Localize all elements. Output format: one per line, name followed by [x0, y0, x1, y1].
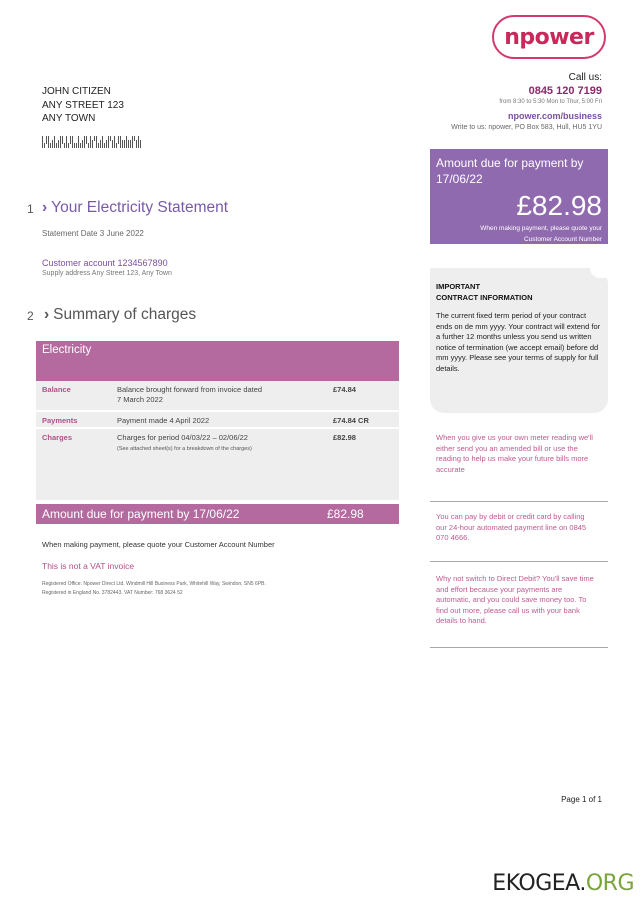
barcode-bar [74, 143, 75, 148]
barcode-bar [54, 136, 55, 148]
card-payment-note: You can pay by debit or credit card by calling our 24-hour automated payment line on 0845 070 4666. [436, 512, 587, 542]
amount-due-note [436, 223, 602, 245]
recipient-street: ANY STREET 123 [42, 99, 124, 111]
barcode-bar [100, 140, 101, 148]
barcode-bar [72, 136, 73, 148]
barcode-bar [102, 136, 103, 148]
statement-title-text: Your Electricity Statement [51, 199, 229, 216]
barcode-bar [46, 136, 47, 144]
divider [430, 501, 608, 502]
important-title [436, 281, 602, 303]
amount-due-note-line1: When making payment, please quote your [480, 225, 602, 232]
important-body: The current fixed term period of your contract ends on de mm yyyy. Your contract will extend for a further 12 months unless you send us written notice of termination (we accept email) before dd mm yyyy. Please see your terms of supply for full details. [436, 311, 601, 373]
chevron-right-icon: › [44, 306, 50, 323]
table-total-bar [36, 504, 399, 524]
row-amount: £74.84 [333, 385, 356, 394]
important-title-line2: CONTRACT INFORMATION [436, 293, 533, 302]
npower-logo [492, 15, 606, 59]
barcode-bar [96, 136, 97, 148]
divider [430, 561, 608, 562]
section-number-2: 2 [27, 309, 34, 323]
watermark-main: EKOGEA. [492, 871, 586, 896]
section-title-summary [44, 306, 196, 324]
important-contract-box [430, 268, 608, 413]
registered-line2: Registered in England No. 3782443. VAT Number: 768 3624 52 [42, 590, 183, 596]
table-row [36, 381, 399, 410]
barcode-bar [118, 136, 119, 144]
barcode-bar [110, 136, 111, 141]
watermark-accent: ORG [585, 871, 634, 896]
barcode-bar [132, 136, 133, 148]
barcode-bar [62, 136, 63, 144]
barcode-bar [122, 140, 123, 148]
charges-table [36, 341, 399, 524]
row-label: Charges [42, 433, 73, 442]
barcode-bar [52, 140, 53, 148]
barcode-bar [50, 143, 51, 148]
summary-title-text: Summary of charges [53, 306, 197, 323]
recipient-address [42, 85, 124, 126]
total-amount: £82.98 [327, 507, 364, 521]
logo-text: npower [504, 24, 594, 50]
recipient-name: JOHN CITIZEN [42, 86, 111, 97]
supply-address: Supply address Any Street 123, Any Town [42, 270, 172, 277]
page-number: Page 1 of 1 [561, 795, 602, 804]
barcode-bar [42, 136, 43, 148]
postal-barcode [42, 136, 141, 148]
section-title-statement [42, 199, 228, 217]
statement-date: Statement Date 3 June 2022 [42, 229, 144, 238]
barcode-bar [70, 136, 71, 144]
registered-line1: Registered Office: Npower Direct Ltd. Windmill Hill Business Park, Whitehill Way, Swindon, SN5 6PB. [42, 581, 266, 587]
registered-office [42, 580, 266, 598]
barcode-bar [76, 143, 77, 148]
row-description [111, 429, 327, 500]
meter-reading-note: When you give us your own meter reading we'll either send you an amended bill or use the reading to help us make your future bills more accurate [436, 433, 593, 474]
amount-due-note-line2: Customer Account Number [523, 236, 602, 243]
barcode-bar [56, 143, 57, 148]
important-title-line1: IMPORTANT [436, 282, 481, 291]
call-us-label: Call us: [568, 72, 602, 83]
total-label: Amount due for payment by 17/06/22 [42, 507, 240, 521]
barcode-bar [88, 143, 89, 148]
table-row [36, 427, 399, 500]
barcode-bar [82, 140, 83, 148]
payment-instruction: When making payment, please quote your Customer Account Number [42, 540, 275, 549]
barcode-bar [104, 143, 105, 148]
barcode-bar [44, 143, 45, 148]
phone-number[interactable]: 0845 120 7199 [528, 85, 602, 97]
barcode-bar [80, 143, 81, 148]
row-description-line1: Charges for period 04/03/22 – 02/06/22 [117, 433, 248, 442]
barcode-bar [108, 136, 109, 148]
barcode-bar [94, 136, 95, 141]
website-link[interactable]: npower.com/business [507, 111, 602, 121]
customer-account: Customer account 1234567890 [42, 258, 168, 268]
barcode-bar [106, 140, 107, 148]
barcode-bar [112, 140, 113, 148]
vat-notice: This is not a VAT invoice [42, 561, 135, 571]
barcode-bar [66, 136, 67, 148]
row-description-line2: 7 March 2022 [117, 395, 163, 404]
barcode-bar [130, 140, 131, 148]
barcode-bar [68, 143, 69, 148]
barcode-bar [138, 136, 139, 148]
chevron-right-icon: › [42, 199, 48, 216]
table-header: Electricity [36, 341, 399, 381]
recipient-town: ANY TOWN [42, 113, 96, 124]
row-description-line1: Balance brought forward from invoice dated [117, 385, 263, 394]
divider [430, 647, 608, 648]
section-number-1: 1 [27, 202, 34, 216]
barcode-bar [116, 143, 117, 148]
barcode-bar [140, 140, 141, 148]
barcode-bar [128, 140, 129, 148]
amount-due-value: £82.98 [516, 190, 602, 221]
barcode-bar [48, 136, 49, 148]
row-amount: £82.98 [333, 433, 356, 442]
barcode-bar [64, 143, 65, 148]
opening-hours: from 8:30 to 5:30 Mon to Thur, 5:00 Fri [499, 99, 602, 105]
barcode-bar [136, 140, 137, 148]
barcode-bar [78, 136, 79, 148]
contact-block [451, 72, 602, 131]
direct-debit-note: Why not switch to Direct Debit? You'll save time and effort because your payments are automatic, and you could save money too. To find out more, please call us with your bank details to hand. [436, 574, 594, 625]
row-label: Balance [42, 385, 71, 394]
barcode-bar [92, 140, 93, 148]
barcode-bar [84, 136, 85, 148]
barcode-bar [124, 140, 125, 148]
barcode-bar [58, 140, 59, 148]
barcode-bar [86, 136, 87, 144]
amount-due-box [430, 149, 608, 244]
row-amount: £74.84 CR [333, 416, 369, 425]
watermark [492, 871, 634, 896]
row-subnote: (See attached sheet(s) for a breakdown of the charges) [117, 446, 252, 452]
barcode-bar [126, 136, 127, 148]
barcode-bar [98, 143, 99, 148]
postal-address: Write to us: npower, PO Box 583, Hull, HU5 1YU [451, 124, 602, 131]
barcode-bar [134, 136, 135, 141]
row-label: Payments [42, 416, 78, 425]
table-row [36, 410, 399, 427]
barcode-bar [90, 136, 91, 148]
row-description [111, 381, 327, 410]
barcode-bar [120, 136, 121, 148]
barcode-bar [60, 136, 61, 148]
barcode-bar [114, 136, 115, 148]
amount-due-title: Amount due for payment by 17/06/22 [436, 156, 584, 186]
row-description: Payment made 4 April 2022 [117, 416, 210, 425]
